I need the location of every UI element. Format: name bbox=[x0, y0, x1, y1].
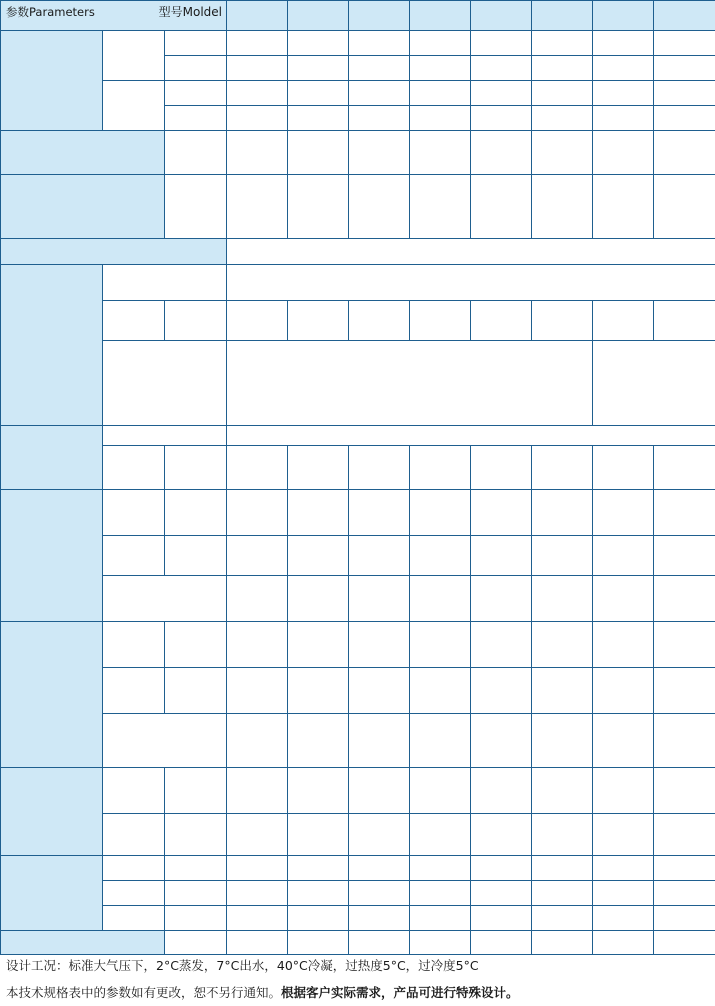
chilled-water-tank-value bbox=[593, 668, 654, 714]
freq-cell bbox=[165, 31, 227, 56]
height-value bbox=[349, 906, 410, 931]
freq-cell bbox=[165, 106, 227, 131]
refrigerant-name-row bbox=[1, 265, 715, 301]
chilled-water-tank-value bbox=[654, 668, 715, 714]
model-header bbox=[654, 1, 715, 31]
cooling-water-pipe-label bbox=[103, 576, 227, 622]
pump-pressure-value bbox=[471, 814, 532, 856]
refrigerant-control-row bbox=[1, 341, 715, 426]
chilled-water-pipe-value bbox=[532, 714, 593, 768]
cooling-kcal-60-value bbox=[654, 106, 715, 131]
cooling-kw-50-value bbox=[593, 31, 654, 56]
cooling-kcal-50-value bbox=[349, 81, 410, 106]
cooling-kcal-50-value bbox=[410, 81, 471, 106]
refrigerant-label bbox=[1, 265, 103, 426]
width-value bbox=[471, 881, 532, 906]
height-value bbox=[288, 906, 349, 931]
cooling-water-pd-value bbox=[227, 536, 288, 576]
chilled-water-tank-unit bbox=[165, 668, 227, 714]
length-value bbox=[288, 856, 349, 881]
chilled-water-pipe-value bbox=[410, 714, 471, 768]
cooling-water-pd-row bbox=[1, 536, 715, 576]
chilled-water-flow-unit bbox=[165, 622, 227, 668]
chilled-water-flow-value bbox=[532, 622, 593, 668]
cooling-kcal-unit bbox=[103, 81, 165, 131]
cooling-kw-50-value bbox=[654, 31, 715, 56]
cooling-kw-50-value bbox=[410, 31, 471, 56]
cooling-water-pd-value bbox=[349, 536, 410, 576]
length-label bbox=[103, 856, 165, 881]
model-header bbox=[532, 1, 593, 31]
width-value bbox=[532, 881, 593, 906]
freq-cell bbox=[165, 56, 227, 81]
cooling-kw-60-value bbox=[471, 56, 532, 81]
chilled-water-flow-value bbox=[593, 622, 654, 668]
chilled-water-flow-value bbox=[471, 622, 532, 668]
compressor-motor-value bbox=[227, 446, 288, 490]
model-header bbox=[471, 1, 532, 31]
cooling-water-pipe-value bbox=[288, 576, 349, 622]
height-value bbox=[410, 906, 471, 931]
cooling-water-flow-unit bbox=[165, 490, 227, 536]
width-label bbox=[103, 881, 165, 906]
cooling-kw-50-value bbox=[471, 31, 532, 56]
length-value bbox=[471, 856, 532, 881]
pump-motor-value bbox=[227, 768, 288, 814]
total-input-value bbox=[349, 131, 410, 175]
weight-value bbox=[654, 931, 715, 955]
pump-pressure-value bbox=[410, 814, 471, 856]
dimension-label bbox=[1, 856, 103, 931]
cooling-water-flow-value bbox=[471, 490, 532, 536]
width-value bbox=[288, 881, 349, 906]
dimension-height-row bbox=[1, 906, 715, 931]
total-input-value bbox=[532, 131, 593, 175]
header-param-cell bbox=[1, 1, 227, 31]
cooling-water-pd-value bbox=[288, 536, 349, 576]
cooling-kw-60-value bbox=[349, 56, 410, 81]
cooling-capacity-label bbox=[1, 31, 103, 131]
chilled-water-flow-value bbox=[227, 622, 288, 668]
weight-value bbox=[349, 931, 410, 955]
model-header bbox=[288, 1, 349, 31]
charge-label bbox=[103, 301, 165, 341]
chilled-water-flow-value bbox=[288, 622, 349, 668]
chilled-water-flow-value bbox=[654, 622, 715, 668]
max-current-value bbox=[654, 175, 715, 239]
pump-motor-value bbox=[593, 768, 654, 814]
length-value bbox=[410, 856, 471, 881]
cooling-kcal-50-value bbox=[227, 81, 288, 106]
cooling-water-pipe-value bbox=[654, 576, 715, 622]
total-input-value bbox=[593, 131, 654, 175]
cooling-kw-50-row bbox=[1, 31, 715, 56]
charge-value bbox=[349, 301, 410, 341]
chilled-water-tank-value bbox=[227, 668, 288, 714]
chilled-water-tank-value bbox=[532, 668, 593, 714]
refrigerant-charge-row bbox=[1, 301, 715, 341]
cooling-water-pd-unit bbox=[165, 536, 227, 576]
compressor-label bbox=[1, 426, 103, 490]
cooling-kcal-50-value bbox=[471, 81, 532, 106]
model-header bbox=[349, 1, 410, 31]
cooling-kcal-60-value bbox=[593, 106, 654, 131]
max-current-value bbox=[227, 175, 288, 239]
chilled-water-pipe-label bbox=[103, 714, 227, 768]
compressor-type-row bbox=[1, 426, 715, 446]
height-value bbox=[227, 906, 288, 931]
pump-pressure-row bbox=[1, 814, 715, 856]
cooling-water-pipe-value bbox=[410, 576, 471, 622]
compressor-motor-label bbox=[103, 446, 165, 490]
weight-value bbox=[410, 931, 471, 955]
power-supply-row bbox=[1, 239, 715, 265]
charge-value bbox=[654, 301, 715, 341]
cooling-kw-50-value bbox=[532, 31, 593, 56]
expansion-valve-value bbox=[593, 341, 715, 426]
compressor-motor-value bbox=[410, 446, 471, 490]
height-value bbox=[654, 906, 715, 931]
max-current-value bbox=[288, 175, 349, 239]
compressor-motor-row bbox=[1, 446, 715, 490]
cooling-water-flow-label bbox=[103, 490, 165, 536]
power-supply-value bbox=[227, 239, 715, 265]
cooling-water-flow-value bbox=[288, 490, 349, 536]
cooling-water-pipe-value bbox=[227, 576, 288, 622]
length-unit bbox=[165, 856, 227, 881]
charge-unit bbox=[165, 301, 227, 341]
cooling-water-pipe-value bbox=[471, 576, 532, 622]
cooling-kcal-50-value bbox=[654, 81, 715, 106]
cooling-kcal-50-value bbox=[532, 81, 593, 106]
cooling-kcal-60-value bbox=[227, 106, 288, 131]
width-value bbox=[410, 881, 471, 906]
weight-value bbox=[471, 931, 532, 955]
disclaimer-note: 本技术规格表中的参数如有更改，恕不另行通知。根据客户实际需求，产品可进行特殊设计。 bbox=[6, 985, 519, 1000]
cooling-kw-60-value bbox=[288, 56, 349, 81]
pump-motor-label bbox=[103, 768, 165, 814]
height-unit bbox=[165, 906, 227, 931]
total-input-value bbox=[471, 131, 532, 175]
model-header-label: 型号Moldel bbox=[158, 5, 223, 19]
compressor-type-value bbox=[227, 426, 715, 446]
chilled-water-label bbox=[1, 622, 103, 768]
height-label bbox=[103, 906, 165, 931]
cooling-water-pd-value bbox=[532, 536, 593, 576]
total-input-value bbox=[288, 131, 349, 175]
height-value bbox=[532, 906, 593, 931]
pump-pressure-value bbox=[227, 814, 288, 856]
power-supply-label bbox=[1, 239, 227, 265]
pump-motor-value bbox=[471, 768, 532, 814]
total-input-value bbox=[654, 131, 715, 175]
chilled-water-pipe-value bbox=[288, 714, 349, 768]
pump-motor-value bbox=[349, 768, 410, 814]
cooling-water-pd-value bbox=[410, 536, 471, 576]
control-type-label bbox=[103, 341, 227, 426]
pump-label bbox=[1, 768, 103, 856]
total-input-value bbox=[410, 131, 471, 175]
width-unit bbox=[165, 881, 227, 906]
chilled-water-tank-value bbox=[471, 668, 532, 714]
compressor-motor-value bbox=[593, 446, 654, 490]
length-value bbox=[593, 856, 654, 881]
model-header bbox=[227, 1, 288, 31]
cooling-kcal-60-value bbox=[288, 106, 349, 131]
chilled-water-tank-value bbox=[288, 668, 349, 714]
cooling-water-pipe-row bbox=[1, 576, 715, 622]
compressor-motor-value bbox=[471, 446, 532, 490]
chilled-water-tank-label bbox=[103, 668, 165, 714]
weight-unit bbox=[165, 931, 227, 955]
charge-value bbox=[532, 301, 593, 341]
charge-value bbox=[227, 301, 288, 341]
weight-row bbox=[1, 931, 715, 955]
chilled-water-flow-value bbox=[349, 622, 410, 668]
pump-motor-value bbox=[654, 768, 715, 814]
cooling-kcal-60-value bbox=[410, 106, 471, 131]
max-current-unit bbox=[165, 175, 227, 239]
chilled-water-tank-value bbox=[410, 668, 471, 714]
chilled-water-pipe-value bbox=[349, 714, 410, 768]
cooling-kw-50-value bbox=[349, 31, 410, 56]
max-current-row bbox=[1, 175, 715, 239]
cooling-kw-60-value bbox=[654, 56, 715, 81]
design-conditions-note: 设计工况：标准大气压下，2°C蒸发，7°C出水，40°C冷凝，过热度5°C，过冷度5°C bbox=[6, 958, 479, 973]
cooling-kcal-60-value bbox=[471, 106, 532, 131]
width-value bbox=[593, 881, 654, 906]
total-input-unit bbox=[165, 131, 227, 175]
length-value bbox=[532, 856, 593, 881]
cooling-water-pd-value bbox=[654, 536, 715, 576]
compressor-motor-value bbox=[349, 446, 410, 490]
pump-pressure-value bbox=[654, 814, 715, 856]
cooling-water-flow-value bbox=[654, 490, 715, 536]
pump-pressure-unit bbox=[165, 814, 227, 856]
height-value bbox=[593, 906, 654, 931]
max-current-value bbox=[471, 175, 532, 239]
pump-motor-row bbox=[1, 768, 715, 814]
cooling-kw-60-value bbox=[410, 56, 471, 81]
dimension-width-row bbox=[1, 881, 715, 906]
pump-motor-value bbox=[410, 768, 471, 814]
charge-value bbox=[410, 301, 471, 341]
header-row bbox=[1, 1, 715, 31]
chilled-water-flow-value bbox=[410, 622, 471, 668]
cooling-kw-60-value bbox=[532, 56, 593, 81]
cooling-water-pipe-value bbox=[532, 576, 593, 622]
pump-pressure-value bbox=[593, 814, 654, 856]
weight-value bbox=[288, 931, 349, 955]
width-value bbox=[654, 881, 715, 906]
charge-value bbox=[593, 301, 654, 341]
charge-value bbox=[288, 301, 349, 341]
cooling-water-flow-row bbox=[1, 490, 715, 536]
max-current-label bbox=[1, 175, 165, 239]
pump-pressure-value bbox=[288, 814, 349, 856]
compressor-motor-value bbox=[288, 446, 349, 490]
freq-cell bbox=[165, 81, 227, 106]
chilled-water-tank-value bbox=[349, 668, 410, 714]
chilled-water-tank-row bbox=[1, 668, 715, 714]
cooling-kw-60-value bbox=[593, 56, 654, 81]
weight-value bbox=[593, 931, 654, 955]
model-header bbox=[593, 1, 654, 31]
pump-motor-unit bbox=[165, 768, 227, 814]
chilled-water-pipe-value bbox=[593, 714, 654, 768]
weight-value bbox=[227, 931, 288, 955]
chilled-water-flow-label bbox=[103, 622, 165, 668]
total-input-label bbox=[1, 131, 165, 175]
charge-value bbox=[471, 301, 532, 341]
weight-label bbox=[1, 931, 165, 955]
length-value bbox=[654, 856, 715, 881]
cooling-water-flow-value bbox=[227, 490, 288, 536]
cooling-water-pd-value bbox=[593, 536, 654, 576]
cooling-water-pd-label bbox=[103, 536, 165, 576]
chilled-water-flow-row bbox=[1, 622, 715, 668]
cooling-water-flow-value bbox=[532, 490, 593, 536]
cooling-kw-unit bbox=[103, 31, 165, 81]
max-current-value bbox=[349, 175, 410, 239]
pump-motor-value bbox=[532, 768, 593, 814]
total-input-value bbox=[227, 131, 288, 175]
chilled-water-pipe-value bbox=[654, 714, 715, 768]
cooling-kw-60-value bbox=[227, 56, 288, 81]
total-input-row bbox=[1, 131, 715, 175]
cooling-kw-50-value bbox=[288, 31, 349, 56]
length-value bbox=[227, 856, 288, 881]
cooling-water-pipe-value bbox=[349, 576, 410, 622]
max-current-value bbox=[532, 175, 593, 239]
pump-pressure-label bbox=[103, 814, 165, 856]
chilled-water-pipe-value bbox=[471, 714, 532, 768]
cooling-water-pipe-value bbox=[593, 576, 654, 622]
height-value bbox=[471, 906, 532, 931]
cooling-water-label bbox=[1, 490, 103, 622]
pump-pressure-value bbox=[349, 814, 410, 856]
max-current-value bbox=[593, 175, 654, 239]
model-header bbox=[410, 1, 471, 31]
cooling-water-flow-value bbox=[410, 490, 471, 536]
cooling-kcal-50-row bbox=[1, 81, 715, 106]
param-header-label: 参数Parameters bbox=[6, 5, 95, 19]
width-value bbox=[227, 881, 288, 906]
width-value bbox=[349, 881, 410, 906]
cooling-water-flow-value bbox=[349, 490, 410, 536]
length-value bbox=[349, 856, 410, 881]
pump-pressure-value bbox=[532, 814, 593, 856]
cooling-kcal-60-value bbox=[532, 106, 593, 131]
chilled-water-pipe-row bbox=[1, 714, 715, 768]
weight-value bbox=[532, 931, 593, 955]
cooling-water-flow-value bbox=[593, 490, 654, 536]
capillary-tube-value bbox=[227, 341, 593, 426]
dimension-length-row bbox=[1, 856, 715, 881]
compressor-motor-value bbox=[654, 446, 715, 490]
chilled-water-pipe-value bbox=[227, 714, 288, 768]
cooling-water-pd-value bbox=[471, 536, 532, 576]
max-current-value bbox=[410, 175, 471, 239]
cooling-kcal-50-value bbox=[288, 81, 349, 106]
compressor-motor-value bbox=[532, 446, 593, 490]
cooling-kw-50-value bbox=[227, 31, 288, 56]
compressor-motor-unit bbox=[165, 446, 227, 490]
refrigerant-name-value bbox=[227, 265, 715, 301]
compressor-type-label bbox=[103, 426, 227, 446]
cooling-kcal-60-value bbox=[349, 106, 410, 131]
cooling-kcal-50-value bbox=[593, 81, 654, 106]
pump-motor-value bbox=[288, 768, 349, 814]
refrigerant-name-label bbox=[103, 265, 227, 301]
